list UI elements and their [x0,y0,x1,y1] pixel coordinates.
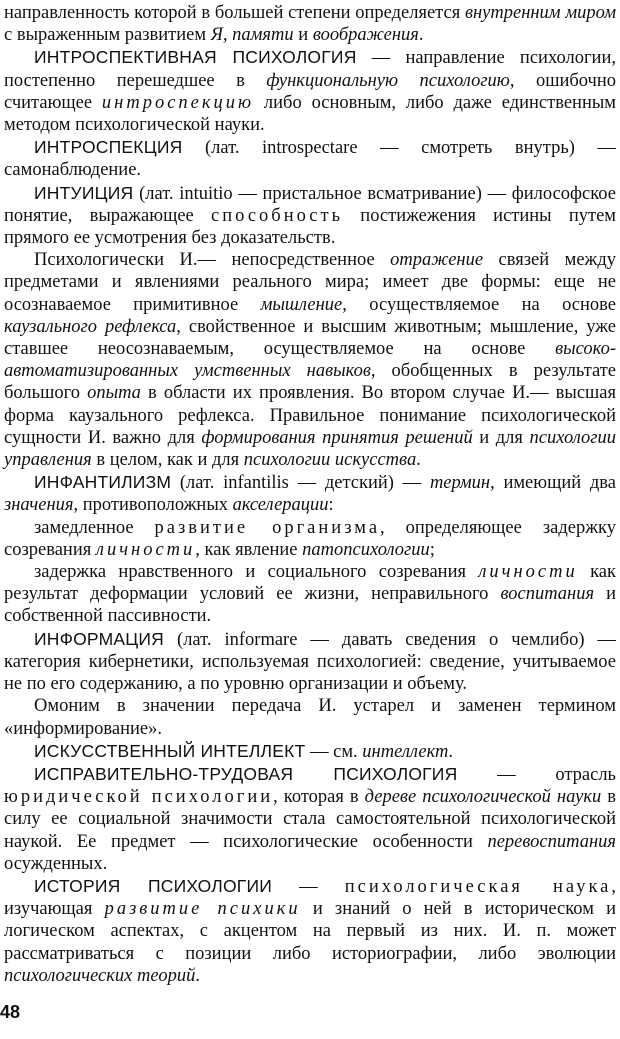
entry-term: ИСТОРИЯ ПСИХОЛОГИИ [34,875,273,896]
entry-term: ИСКУССТВЕННЫЙ ИНТЕЛЛЕКТ [34,740,306,761]
entry-infantilism-meaning-2: задержка нравственного и социального созревания личности как результат деформации условий ее жизни, неправильного воспитания и собственной пассивности. [4,562,617,627]
entry-term: ИНТРОСПЕКТИВНАЯ ПСИХОЛОГИЯ [34,47,357,68]
entry-information-homonym: Омоним в значении передача И. устарел и заменен термином «информирование». [4,696,616,739]
entry-correctional-labor-psychology: ИСПРАВИТЕЛЬНО-ТРУДОВАЯ ПСИХОЛОГИЯ — отрасль юридической психологии, которая в дереве психологической науки в силу ее социальной значимости стала самостоятельной психологической наукой. Ее предмет — психологические особенности перевоспитания осужденных. [4,763,616,874]
entry-term: ИНТРОСПЕКЦИЯ [34,137,183,158]
entry-introspective-psychology: ИНТРОСПЕКТИВНАЯ ПСИХОЛОГИЯ — направление психологии, постепенно перешедшее в функциональную психологию, ошибочно считающее интроспекцию либо основным, либо даже единственным методом психологической науки. [4,47,616,136]
page-number: 48 [0,1002,21,1022]
entry-introspection: ИНТРОСПЕКЦИЯ (лат. introspectare — смотреть внутрь) — самонаблюдение. [4,137,616,181]
paragraph-continuation: направленность которой в большей степени определяется внутренним миром с выраженным развитием Я, памяти и воображения. [4,3,617,46]
entry-term: ИНФОРМАЦИЯ [34,628,165,649]
entry-term: ИНФАНТИЛИЗМ [34,472,172,493]
entry-intuition-psychological: Психологически И.— непосредственное отражение связей между предметами и явлениями реального мира; имеет две формы: еще не осознаваемое примитивное мышление, осуществляемое на основе каузального рефлекса, свойственное и высшим животным; мышление, уже ставшее неосознаваемым, осуществляемое на основе высокоавтоматизированных умственных навыков, обобщенных в результате большого опыта в области их проявления. Во втором случае И.— высшая форма каузального рефлекса. Правильное понимание психологической сущности И. важно для формирования принятия решений и для психологии управления в целом, как и для психологии искусства. [4,250,617,471]
entry-infantilism: ИНФАНТИЛИЗМ (лат. infantilis — детский) — термин, имеющий два значения, противоположных акселерации: [4,472,616,516]
entry-artificial-intelligence: ИСКУССТВЕННЫЙ ИНТЕЛЛЕКТ — см. интеллект. [34,740,454,762]
entry-term: ИНТУИЦИЯ [34,182,134,203]
entry-term: ИСПРАВИТЕЛЬНО-ТРУДОВАЯ ПСИХОЛОГИЯ [34,763,458,784]
entry-intuition: ИНТУИЦИЯ (лат. intuitio — пристальное всматривание) — философское понятие, выражающее способность постижежения истины путем прямого ее усмотрения без доказательств. [4,182,616,249]
entry-infantilism-meaning-1: замедленное развитие организма, определяющее задержку созревания личности, как явление патопсихологии; [4,517,616,560]
entry-history-of-psychology: ИСТОРИЯ ПСИХОЛОГИИ — психологическая наука, изучающая развитие психики и знаний о ней в историческом и логическом аспектах, с акцентом на первый из них. И. п. может рассматриваться с позиции либо историографии, либо эволюции психологических теорий. [4,875,616,986]
entry-information: ИНФОРМАЦИЯ (лат. informare — давать сведения о чемлибо) — категория кибернетики, используемая психологией: сведение, учитываемое не по его содержанию, а по уровню организации и объему. [4,628,616,695]
